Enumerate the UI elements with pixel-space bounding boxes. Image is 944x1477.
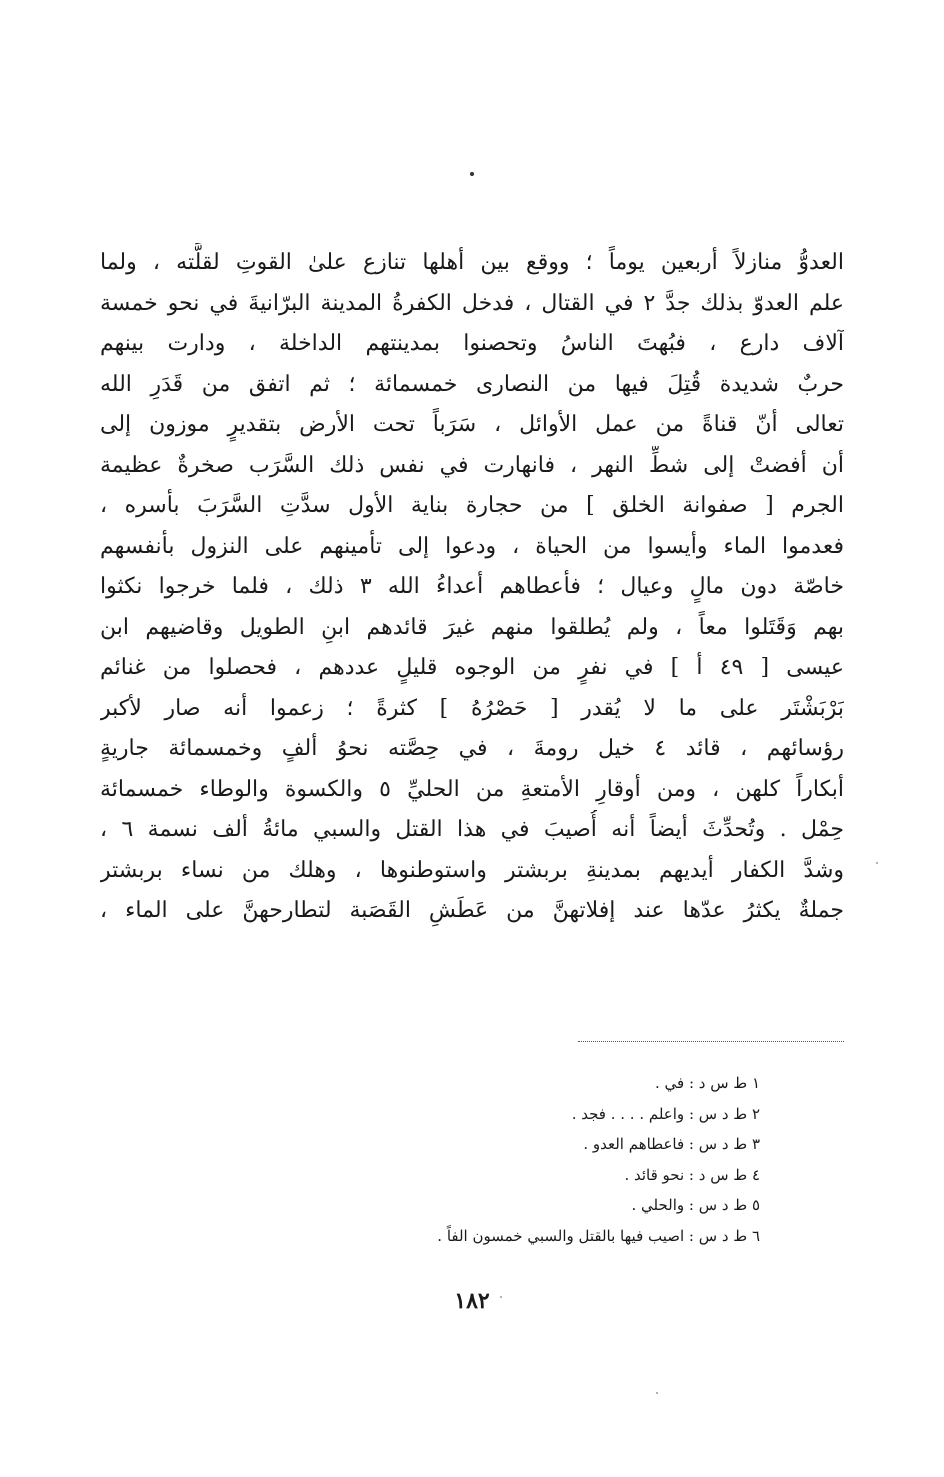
footnote: ٢ ط د س : واعلم . . . . فجد . (571, 1104, 760, 1123)
footnote: ٥ ط د س : والحلي . (631, 1196, 760, 1214)
text-line: الجرم [ صفوانة الخلق ] من حجارة بناية الأول سدَّتِ السَّرَبَ بأسره ، (100, 493, 844, 518)
text-line: خاصّة دون مالٍ وعيال ؛ فأعطاهم أعداءُ الله ٣ ذلك ، فلما خرجوا نكثوا (100, 574, 844, 599)
footnote: ٣ ط د س : فاعطاهم العدو . (583, 1135, 760, 1153)
text-line: بهم وَقَتَلوا معاً ، ولم يُطلقوا منهم غيرَ قائدهم ابنِ الطويل وقاضيهم ابن (100, 614, 844, 640)
footnotes-block (300, 1068, 760, 1251)
text-line: فعدموا الماء وأيسوا من الحياة ، ودعوا إلى تأمينهم على النزول بأنفسهم (100, 533, 844, 559)
paper-speck (656, 1392, 658, 1394)
text-line: علم العدوّ بذلك جدَّ ٢ في القتال ، فدخل الكفرةُ المدينة البرّانيةَ في نحو خمسة (100, 290, 844, 316)
page-number: ١٨٢ (454, 1288, 490, 1314)
footnote: ٦ ط د س : اصيب فيها بالقتل والسبي خمسون الفاً . (437, 1226, 760, 1245)
text-line: عيسى [ ٤٩ أ ] في نفرٍ من الوجوه قليلٍ عددهم ، فحصلوا من غنائم (100, 655, 844, 680)
text-line: أن أفضتْ إلى شطِّ النهر ، فانهارت في نفس ذلك السَّرَب صخرةٌ عظيمة (100, 452, 844, 478)
text-line: بَرْبَشْتَر على ما لا يُقدر [ حَصْرُهُ ] كثرةً ؛ زعموا أنه صار لأكبر (100, 695, 844, 721)
text-line: تعالى أنّ قناةً من عمل الأوائل ، سَرَباً تحت الأرض بتقديرٍ موزون إلى (100, 412, 844, 437)
text-line: رؤسائهم ، قائد ٤ خيل رومةَ ، في حِصَّته نحوُ ألفٍ وخمسمائة جاريةٍ (100, 736, 844, 761)
text-line: أبكاراً كلهن ، ومن أوقارِ الأمتعةِ من الحليِّ ٥ والكسوة والوطاء خمسمائة (100, 776, 844, 802)
footnote-separator (578, 1041, 844, 1042)
text-line: آلاف دارع ، فبُهتَ الناسُ وتحصنوا بمدينتهم الداخلة ، ودارت بينهم (100, 331, 844, 356)
text-line: حربٌ شديدة قُتِلَ فيها من النصارى خمسمائة ؛ ثم اتفق من قَدَرِ الله (100, 371, 844, 397)
main-text-block (100, 243, 844, 932)
text-line: حِمْل . وتُحدِّثَ أيضاً أنه أُصيبَ في هذا القتل والسبي مائةُ ألف نسمة ٦ ، (100, 817, 844, 842)
paper-speck (876, 862, 878, 864)
paper-speck (500, 1296, 502, 1298)
ink-dot (470, 172, 474, 176)
text-line: وشدَّ الكفار أيديهم بمدينةِ بربشتر واستوطنوها ، وهلك من نساء بربشتر (100, 857, 844, 883)
text-line: جملةٌ يكثرُ عدّها عند إفلاتهنَّ من عَطَشِ القَصَبة لتطارحهنَّ على الماء ، (100, 898, 844, 923)
text-line: العدوُّ منازلاً أربعين يوماً ؛ ووقع بين أهلها تنازع علىٰ القوتِ لقلَّته ، ولما (100, 250, 844, 275)
footnote: ١ ط س د : في . (654, 1074, 760, 1092)
footnote: ٤ ط س د : نحو قائد . (624, 1165, 760, 1184)
